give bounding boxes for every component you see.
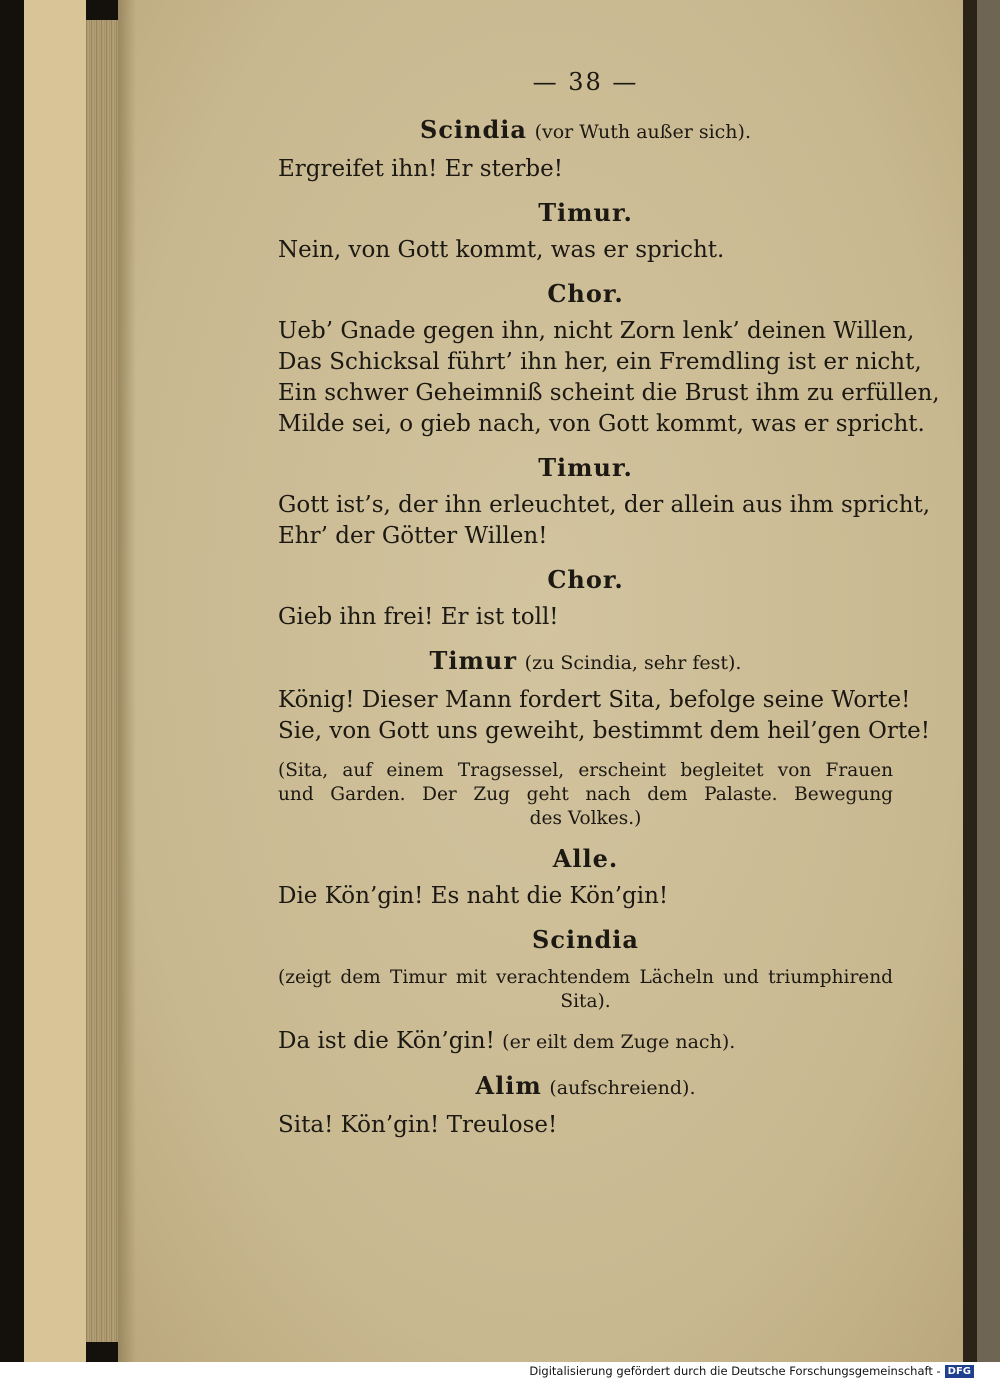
speaker-name: Timur xyxy=(429,646,518,675)
footer-text: Digitalisierung gefördert durch die Deutsche Forschungsgemeinschaft - xyxy=(529,1364,941,1378)
dialogue-block xyxy=(278,235,893,266)
text-line: Gieb ihn frei! Er ist toll! xyxy=(278,604,559,630)
dialogue-block xyxy=(278,1110,893,1141)
stage-direction-block xyxy=(278,966,893,1014)
speaker-heading xyxy=(278,452,893,484)
stage-direction: (aufschreiend). xyxy=(549,1077,696,1099)
text-line: Sita! Kön’gin! Treulose! xyxy=(278,1112,558,1138)
speaker-heading xyxy=(278,645,893,679)
text-line: Ueb’ Gnade gegen ihn, nicht Zorn lenk’ deinen Willen, xyxy=(278,318,915,344)
speaker-heading xyxy=(278,278,893,310)
speaker-heading xyxy=(278,1070,893,1104)
digitization-footer xyxy=(529,1364,974,1378)
speaker-heading xyxy=(278,924,893,956)
verse-block xyxy=(278,316,940,440)
text-line: König! Dieser Mann fordert Sita, befolge seine Worte! xyxy=(278,687,911,713)
stage-line: (Sita, auf einem Tragsessel, erscheint begleitet von Frauen xyxy=(278,760,893,781)
stage-direction: (er eilt dem Zuge nach). xyxy=(502,1031,736,1053)
play-text xyxy=(278,114,940,1141)
speaker-name: Alle. xyxy=(552,844,619,873)
dialogue-block xyxy=(278,881,893,912)
text-line: Ein schwer Geheimniß scheint die Brust ihm zu erfüllen, xyxy=(278,380,940,406)
speaker-name: Scindia xyxy=(532,925,639,954)
speaker-name: Timur. xyxy=(538,453,633,482)
dfg-logo: DFG xyxy=(945,1365,974,1378)
text-line: Das Schicksal führt’ ihn her, ein Fremdling ist er nicht, xyxy=(278,349,922,375)
text-line: Gott ist’s, der ihn erleuchtet, der allein aus ihm spricht, xyxy=(278,492,931,518)
speaker-name: Scindia xyxy=(419,115,527,144)
text-line: Ehr’ der Götter Willen! xyxy=(278,523,548,549)
stage-line: (zeigt dem Timur mit verachtendem Lächeln und triumphirend xyxy=(278,967,893,988)
text-line: Nein, von Gott kommt, was er spricht. xyxy=(278,237,725,263)
text-line: Die Kön’gin! Es naht die Kön’gin! xyxy=(278,883,669,909)
stage-direction-block xyxy=(278,759,893,831)
speaker-name: Timur. xyxy=(538,198,633,227)
text-line: Ergreifet ihn! Er sterbe! xyxy=(278,156,564,182)
stage-direction: (zu Scindia, sehr fest). xyxy=(524,652,742,674)
stage-line-end: des Volkes.) xyxy=(529,808,642,829)
text-line: Milde sei, o gieb nach, von Gott kommt, was er spricht. xyxy=(278,411,925,437)
dialogue-with-direction xyxy=(278,1026,893,1058)
stage-line-end: Sita). xyxy=(560,991,611,1012)
speaker-heading xyxy=(278,564,893,596)
scan-margin-strip xyxy=(977,0,1000,1362)
dialogue-block xyxy=(278,602,893,633)
page-number: — 38 — xyxy=(532,68,639,96)
stage-direction: (vor Wuth außer sich). xyxy=(534,121,751,143)
book-cover-edge xyxy=(24,0,86,1362)
dialogue-text: Da ist die Kön’gin! xyxy=(278,1028,495,1054)
dialogue-block xyxy=(278,490,931,552)
speaker-heading xyxy=(278,843,893,875)
verse-block xyxy=(278,685,930,747)
scan-right-edge xyxy=(963,0,977,1362)
text-line: Sie, von Gott uns geweiht, bestimmt dem heil’gen Orte! xyxy=(278,718,930,744)
speaker-name: Chor. xyxy=(547,279,624,308)
speaker-name: Alim xyxy=(475,1071,542,1100)
stage-line: und Garden. Der Zug geht nach dem Palaste. Bewegung xyxy=(278,784,893,805)
speaker-heading xyxy=(278,197,893,229)
page-text xyxy=(278,58,940,1153)
page-gutter-shadow xyxy=(118,0,136,1362)
dialogue-block xyxy=(278,154,893,185)
page-stack-edge xyxy=(86,20,122,1342)
speaker-heading xyxy=(278,114,893,148)
speaker-name: Chor. xyxy=(547,565,624,594)
